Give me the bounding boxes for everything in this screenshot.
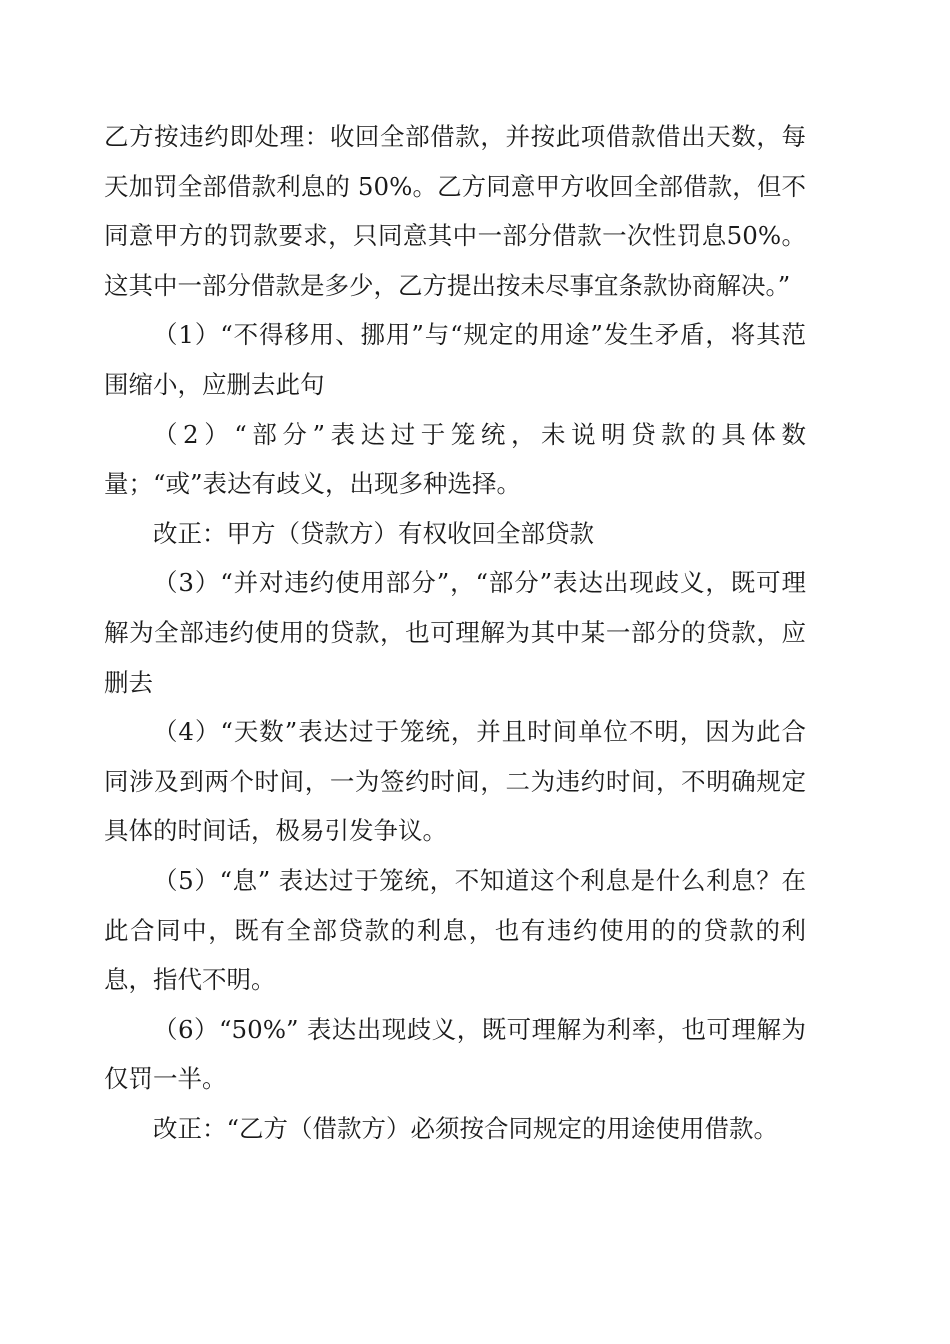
document-page bbox=[104, 112, 806, 1153]
paragraph-item-3: （3）“并对违约使用部分”，“部分”表达出现歧义，既可理解为全部违约使用的贷款，也可理解为其中某一部分的贷款，应删去 bbox=[104, 568, 806, 697]
paragraph-item-1: （1）“不得移用、挪用”与“规定的用途”发生矛盾，将其范围缩小，应删去此句 bbox=[104, 320, 806, 399]
paragraph-continuation: 乙方按违约即处理：收回全部借款，并按此项借款借出天数，每天加罚全部借款利息的 50%。乙方同意甲方收回全部借款，但不同意甲方的罚款要求，只同意其中一部分借款一次性罚息50%。这其中一部分借款是多少，乙方提出按未尽事宜条款协商解决。” bbox=[104, 122, 806, 300]
paragraph-item-4: （4）“天数”表达过于笼统，并且时间单位不明，因为此合同涉及到两个时间，一为签约时间，二为违约时间，不明确规定具体的时间话，极易引发争议。 bbox=[104, 717, 806, 846]
paragraph-item-2: （2）“部分”表达过于笼统，未说明贷款的具体数量；“或”表达有歧义，出现多种选择。 bbox=[104, 419, 806, 499]
paragraph-correction-2: 改正：“乙方（借款方）必须按合同规定的用途使用借款。 bbox=[153, 1113, 779, 1143]
paragraph-item-6: （6）“50%” 表达出现歧义，既可理解为利率，也可理解为仅罚一半。 bbox=[104, 1014, 806, 1094]
paragraph-correction-1: 改正：甲方（贷款方）有权收回全部贷款 bbox=[153, 518, 594, 548]
paragraph-item-5: （5）“息” 表达过于笼统，不知道这个利息是什么利息？在此合同中，既有全部贷款的利息，也有违约使用的的贷款的利息，指代不明。 bbox=[104, 865, 806, 995]
